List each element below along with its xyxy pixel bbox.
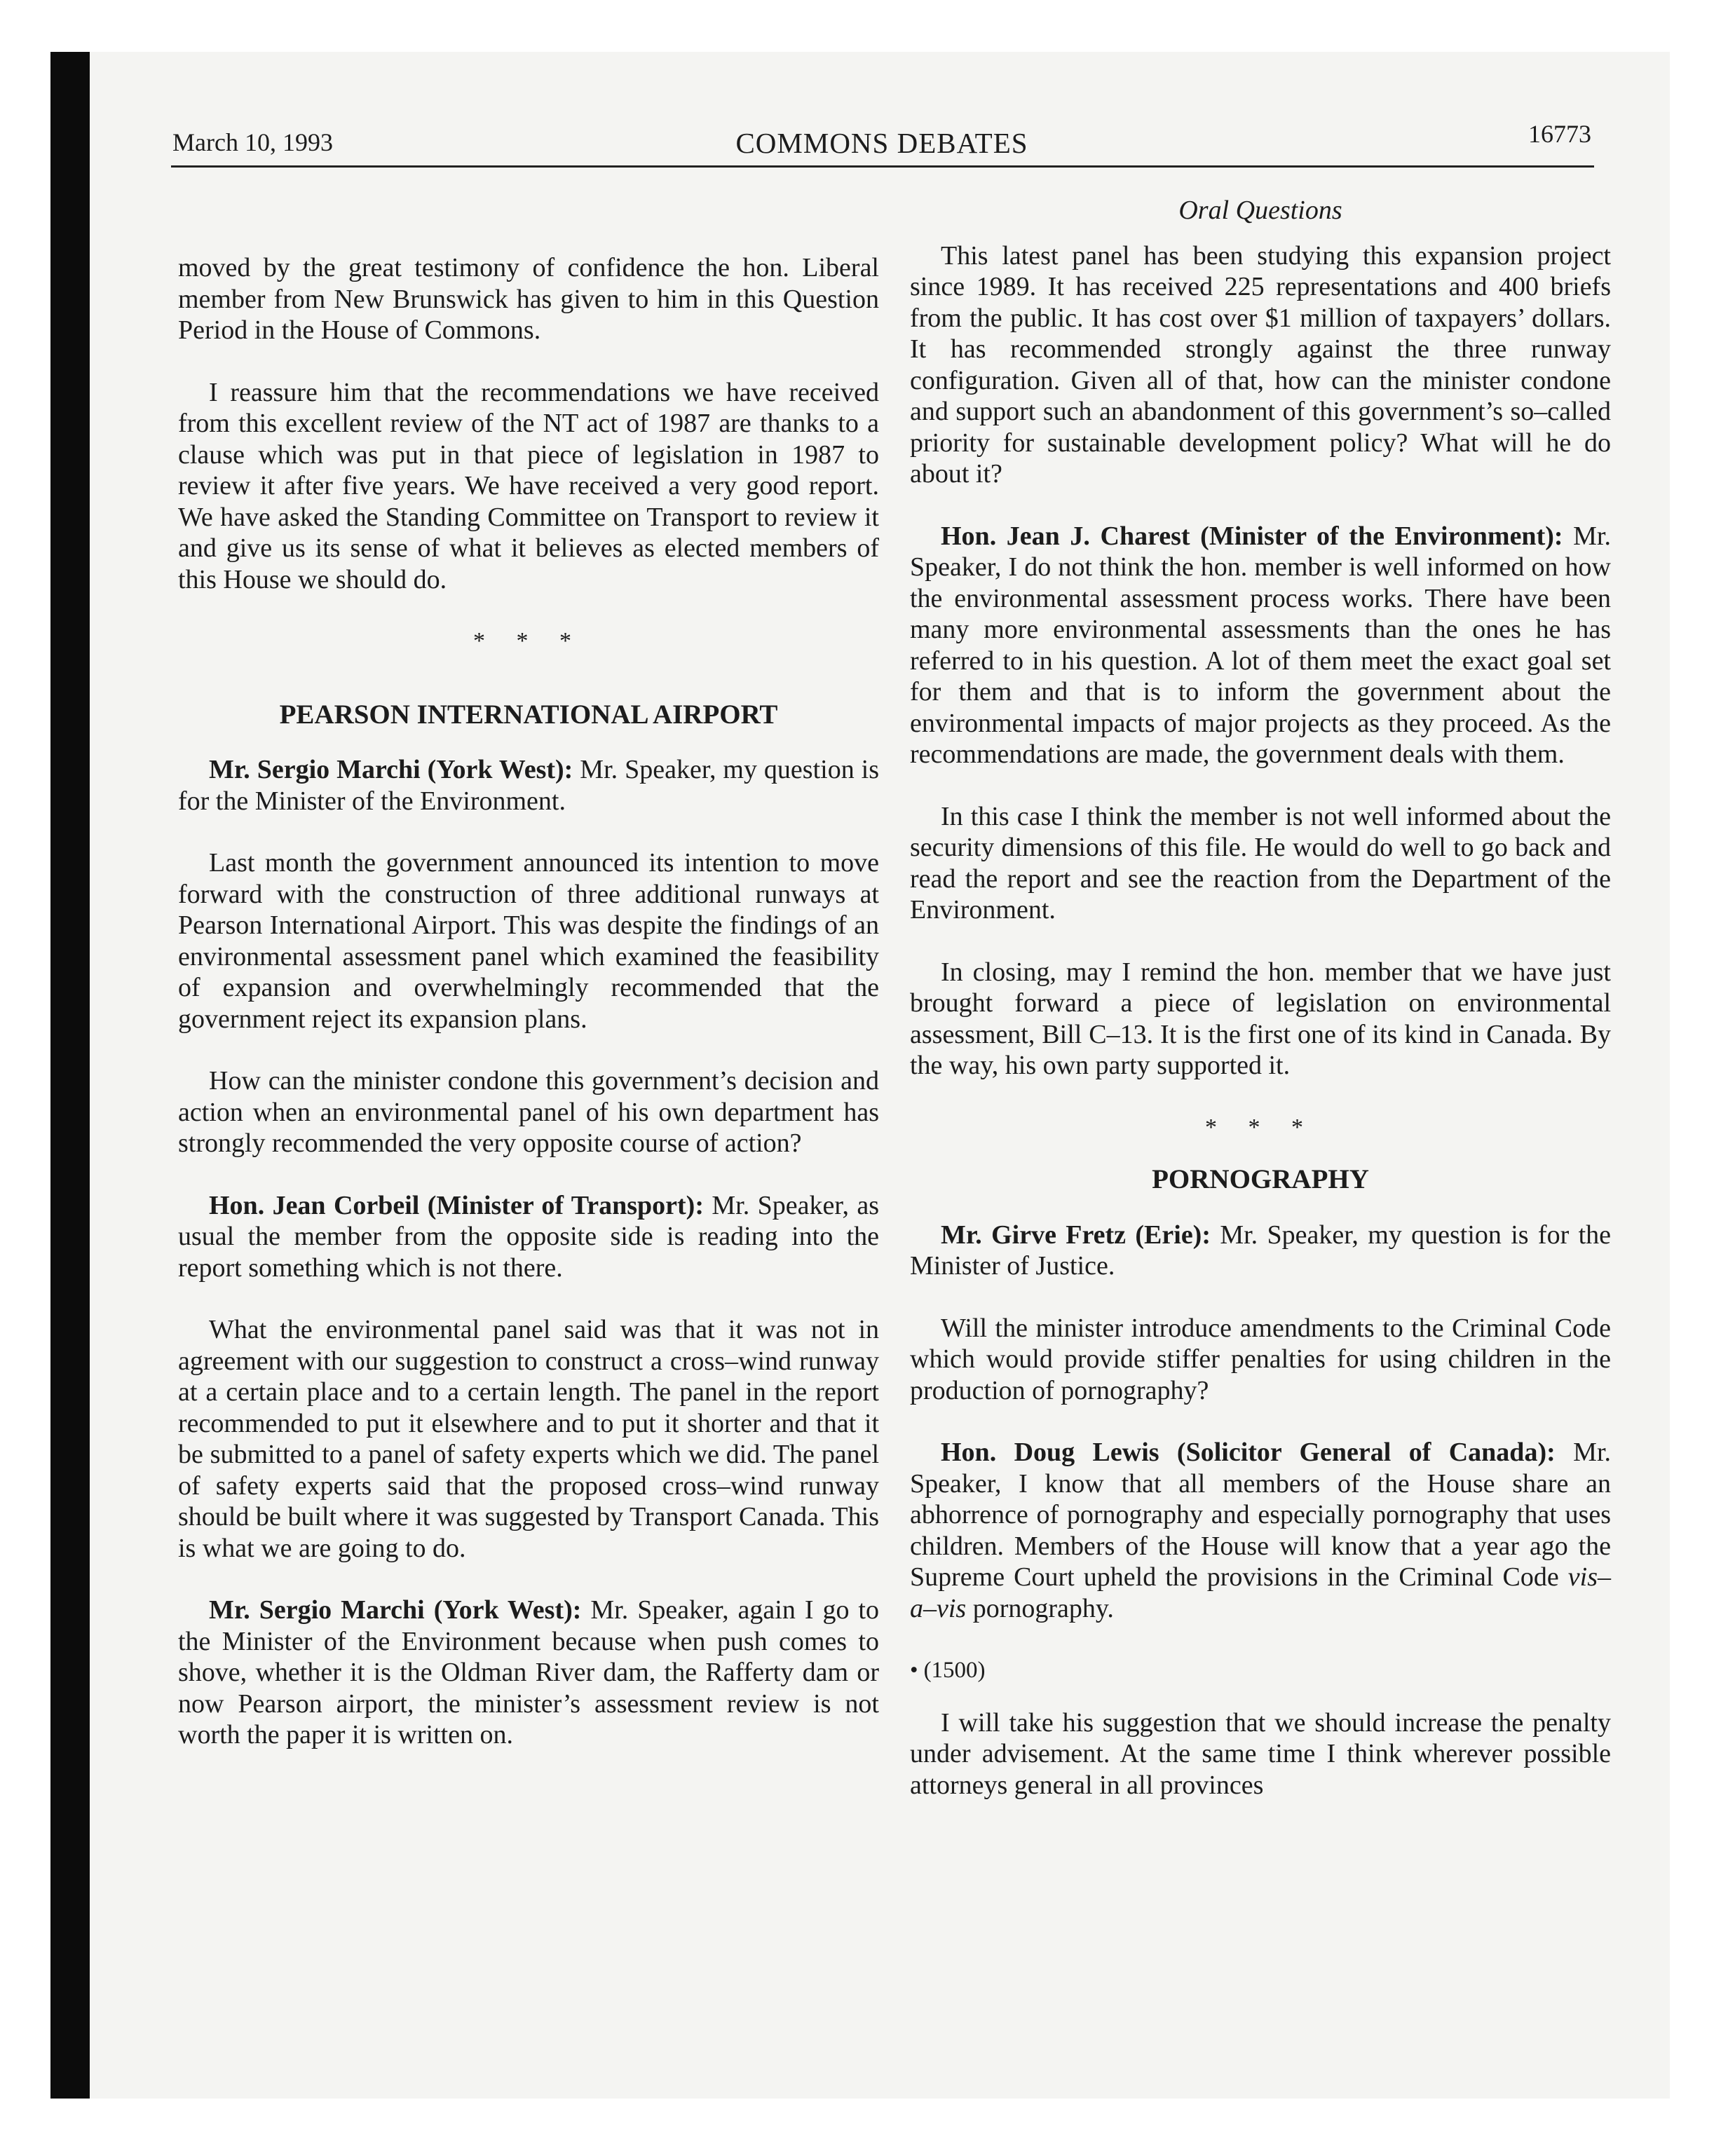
paragraph: This latest panel has been studying this expansion project since 1989. It has received 225 representations and 400 briefs from the public. It has cost over $1 million of taxpayers’ dollars. It has recommended strongly against the three runway configuration. Given all of that, how can the minister condone and support such an abandonment of this government’s so–called priority for sustainable development policy? What will he do about it?: [910, 240, 1611, 489]
paragraph: [910, 1437, 1611, 1624]
speech-text: Mr. Speaker, again I go to the Minister of the Environment because when push comes to shove, whether it is the Oldman River dam, the Rafferty dam or now Pearson airport, the minister’s assessment review is not worth the paper it is written on.: [178, 1595, 879, 1749]
header-page-number: 16773: [1528, 120, 1591, 148]
speech-text: pornography.: [966, 1593, 1114, 1623]
bullet-icon: •: [910, 1658, 918, 1683]
speech-text: Mr. Speaker, my question is for the Minister of Justice.: [910, 1220, 1612, 1281]
speech-text: Mr. Speaker, I know that all members of the House share an abhorrence of pornography and especially pornography that uses children. Members of the House will know that a year ago the Supreme Court upheld the provisions in the Criminal Code: [910, 1438, 1611, 1592]
page-header: [172, 119, 1591, 168]
left-column: [178, 252, 879, 1782]
header-date: March 10, 1993: [172, 128, 333, 156]
paragraph: [910, 1220, 1611, 1282]
paragraph: What the environmental panel said was that it was not in agreement with our suggestion to construct a cross–wind runway at a certain place and to a certain length. The panel in the report recommended to put it elsewhere and to put it shorter and that it be submitted to a panel of safety experts which we did. The panel of safety experts said that the proposed cross–wind runway should be built where it was suggested by Transport Canada. This is what we are going to do.: [178, 1315, 879, 1563]
speaker-name: Mr. Sergio Marchi (York West):: [209, 755, 573, 784]
speaker-name: Hon. Jean Corbeil (Minister of Transport):: [209, 1190, 704, 1220]
paragraph: Will the minister introduce amendments to the Criminal Code which would provide stiffer penalties for using children in the production of pornography?: [910, 1313, 1611, 1405]
section-heading: PORNOGRAPHY: [1152, 1164, 1369, 1194]
time-marker: [910, 1655, 1611, 1686]
speech-text: Mr. Speaker, my question is for the Minister of the Environment.: [178, 755, 879, 816]
paragraph: In closing, may I remind the hon. member that we have just brought forward a piece of legislation on environmental assessment, Bill C–13. It is the first one of its kind in Canada. By the way, his own party supported it.: [910, 957, 1611, 1080]
speaker-name: Mr. Sergio Marchi (York West):: [209, 1595, 582, 1625]
section-heading: PEARSON INTERNATIONAL AIRPORT: [279, 699, 778, 730]
paragraph: How can the minister condone this government’s decision and action when an environmental panel of his own department has strongly recommended the very opposite course of action?: [178, 1066, 879, 1158]
italic-term: vis–a–vis: [910, 1562, 1611, 1623]
right-column: [910, 195, 1611, 1831]
scan-binding-edge: [50, 52, 90, 2099]
paragraph: I reassure him that the recommendations we have received from this excellent review of the NT act of 1987 are thanks to a clause which was put in that piece of legislation in 1987 to review it after five years. We have received a very good report. We have asked the Standing Committee on Transport to review it and give us its sense of what it believes as elected members of this House we should do.: [178, 377, 879, 594]
paragraph: [910, 521, 1611, 770]
header-rule: [171, 165, 1594, 168]
paragraph: Last month the government announced its intention to move forward with the construction of three additional runways at Pearson International Airport. This was despite the findings of an environmental assessment panel which examined the feasibility of expansion and overwhelmingly recommended that the government reject its expansion plans.: [178, 848, 879, 1034]
speaker-name: Hon. Doug Lewis (Solicitor General of Canada):: [941, 1438, 1556, 1467]
time-marker-text: (1500): [923, 1658, 986, 1683]
section-separator: * * *: [1205, 1114, 1316, 1140]
speech-text: Mr. Speaker, I do not think the hon. member is well informed on how the environmental assessment process works. There have been many more environmental assessments than the ones he has referred to in his question. A lot of them meet the exact goal set for them and that is to inform the government about the environmental impacts of major projects as they proceed. As the recommendations are made, the government deals with them.: [910, 521, 1611, 769]
paragraph: [178, 1595, 879, 1751]
speaker-name: Mr. Girve Fretz (Erie):: [941, 1220, 1211, 1250]
speaker-name: Hon. Jean J. Charest (Minister of the Environment):: [941, 521, 1563, 551]
section-separator: * * *: [473, 628, 584, 654]
paragraph: I will take his suggestion that we should increase the penalty under advisement. At the same time I think wherever possible attorneys general in all provinces: [910, 1707, 1611, 1800]
speech-text: Mr. Speaker, as usual the member from the opposite side is reading into the report something which is not there.: [178, 1190, 879, 1283]
paragraph: [178, 754, 879, 817]
paragraph: moved by the great testimony of confidence the hon. Liberal member from New Brunswick has given to him in this Question Period in the House of Commons.: [178, 253, 879, 345]
paragraph: In this case I think the member is not well informed about the security dimensions of this file. He would do well to go back and read the report and see the reaction from the Department of the Environment.: [910, 801, 1611, 925]
paragraph: [178, 1190, 879, 1284]
section-label: Oral Questions: [1178, 196, 1342, 225]
header-title: COMMONS DEBATES: [735, 127, 1028, 159]
